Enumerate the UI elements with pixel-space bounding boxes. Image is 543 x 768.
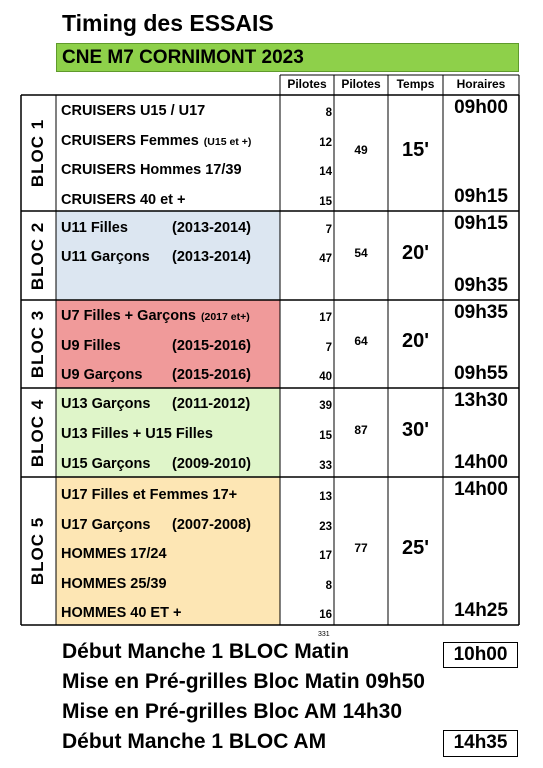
debut-am-time: 14h35 xyxy=(443,730,518,757)
pilot-count: 33 xyxy=(319,460,332,472)
page-title: Timing des ESSAIS xyxy=(62,10,274,36)
pilot-count: 47 xyxy=(319,253,332,265)
category-name: U15 Garçons xyxy=(61,456,151,472)
debut-am-label: Début Manche 1 BLOC AM xyxy=(62,730,327,753)
bloc-temps: 20' xyxy=(401,330,429,352)
bloc-total: 54 xyxy=(354,245,368,260)
pregrille-matin: Mise en Pré-grilles Bloc Matin 09h50 xyxy=(62,670,425,693)
bloc-temps: 20' xyxy=(401,241,429,264)
header-temps: Temps xyxy=(396,77,435,91)
header-pilotes-count: Pilotes xyxy=(287,77,327,91)
category-name: CRUISERS Femmes xyxy=(61,133,199,149)
pilot-count: 15 xyxy=(319,430,332,442)
bloc-temps: 15' xyxy=(401,139,429,161)
category-row xyxy=(61,486,237,504)
category-name: U17 Garçons xyxy=(61,517,151,533)
category-name: HOMMES 40 ET + xyxy=(61,605,182,621)
bloc-end-time: 09h35 xyxy=(454,275,508,296)
category-name: CRUISERS U15 / U17 xyxy=(61,103,206,119)
debut-matin-time: 10h00 xyxy=(443,642,518,668)
category-years: (2011-2012) xyxy=(172,396,251,412)
pilot-count: 8 xyxy=(325,580,332,592)
bloc-label-text: BLOC 2 xyxy=(28,221,47,290)
category-name: HOMMES 25/39 xyxy=(61,576,167,592)
bloc-total: 77 xyxy=(354,541,368,555)
category-row xyxy=(61,337,251,355)
debut-matin-label: Début Manche 1 BLOC Matin xyxy=(62,640,350,663)
bloc-end-time: 09h15 xyxy=(454,186,508,207)
bloc-temps: 30' xyxy=(401,418,429,441)
category-name: U17 Filles et Femmes 17+ xyxy=(61,487,238,503)
category-name: U13 Garçons xyxy=(61,396,151,412)
pilot-count: 7 xyxy=(325,342,332,354)
bloc-total: 49 xyxy=(354,143,368,157)
bloc-label-text: BLOC 4 xyxy=(28,398,47,467)
category-row xyxy=(61,191,186,209)
category-years: (2013-2014) xyxy=(172,249,251,265)
category-row xyxy=(61,366,251,384)
bloc-label xyxy=(21,477,55,625)
header-horaires: Horaires xyxy=(456,77,506,91)
category-name: U9 Garçons xyxy=(61,367,143,383)
category-years: (2013-2014) xyxy=(172,220,251,236)
category-note: (2017 et+) xyxy=(201,311,250,323)
bloc-label xyxy=(21,211,55,300)
pilot-count: 17 xyxy=(319,550,332,562)
category-name: U13 Filles + U15 Filles xyxy=(61,426,213,442)
bloc-label-text: BLOC 1 xyxy=(28,118,47,188)
pilot-count: 15 xyxy=(319,196,332,208)
category-name: U11 Garçons xyxy=(61,249,150,265)
bloc-label xyxy=(21,300,55,388)
grand-total: 331 xyxy=(318,631,330,638)
category-row xyxy=(61,161,242,179)
category-row xyxy=(61,604,181,622)
category-row xyxy=(61,575,167,593)
pilot-count: 7 xyxy=(325,224,332,236)
bloc-total: 64 xyxy=(354,334,368,348)
pilot-count: 13 xyxy=(319,491,332,503)
pilot-count: 16 xyxy=(319,609,332,621)
category-years: (2015-2016) xyxy=(172,338,251,354)
category-years: (2007-2008) xyxy=(172,517,251,533)
category-note: (U15 et +) xyxy=(203,136,252,148)
pilot-count: 40 xyxy=(319,371,332,383)
bloc-label-text: BLOC 3 xyxy=(28,309,47,379)
category-years: (2009-2010) xyxy=(172,456,251,472)
bloc-label xyxy=(21,95,55,211)
bloc-end-time: 14h25 xyxy=(454,600,508,621)
category-name: CRUISERS 40 et + xyxy=(61,192,186,208)
bloc-end-time: 14h00 xyxy=(454,452,508,473)
pilot-count: 17 xyxy=(319,312,332,324)
bloc-start-time: 09h00 xyxy=(454,97,508,118)
category-name: U7 Filles + Garçons xyxy=(61,308,196,324)
bloc-temps: 25' xyxy=(401,537,429,559)
pilot-count: 23 xyxy=(319,521,332,533)
category-row xyxy=(61,516,251,534)
category-row xyxy=(61,425,213,443)
category-name: U11 Filles xyxy=(61,220,128,236)
category-row xyxy=(61,248,251,266)
category-row xyxy=(61,455,251,473)
bloc-start-time: 09h15 xyxy=(454,213,508,234)
category-row xyxy=(61,307,250,326)
bloc-end-time: 09h55 xyxy=(454,363,508,384)
category-row xyxy=(61,545,167,563)
category-name: HOMMES 17/24 xyxy=(61,546,167,562)
event-title: CNE M7 CORNIMONT 2023 xyxy=(62,47,304,68)
bloc-label-text: BLOC 5 xyxy=(28,516,47,586)
bloc-label xyxy=(21,388,55,477)
pilot-count: 12 xyxy=(319,137,332,149)
category-row xyxy=(61,102,205,120)
pilot-count: 39 xyxy=(319,400,332,412)
bloc-start-time: 09h35 xyxy=(454,302,508,323)
bloc-start-time: 14h00 xyxy=(454,479,508,500)
category-row xyxy=(61,132,251,151)
category-row xyxy=(61,395,251,413)
bloc-total: 87 xyxy=(354,422,368,437)
category-years: (2015-2016) xyxy=(172,367,251,383)
category-name: U9 Filles xyxy=(61,338,121,354)
header-pilotes-total: Pilotes xyxy=(341,77,381,91)
category-name: CRUISERS Hommes 17/39 xyxy=(61,162,242,178)
category-row xyxy=(61,219,251,237)
bloc-start-time: 13h30 xyxy=(454,390,508,411)
pilot-count: 8 xyxy=(325,107,332,119)
pilot-count: 14 xyxy=(319,166,332,178)
pregrille-am: Mise en Pré-grilles Bloc AM 14h30 xyxy=(62,700,403,723)
